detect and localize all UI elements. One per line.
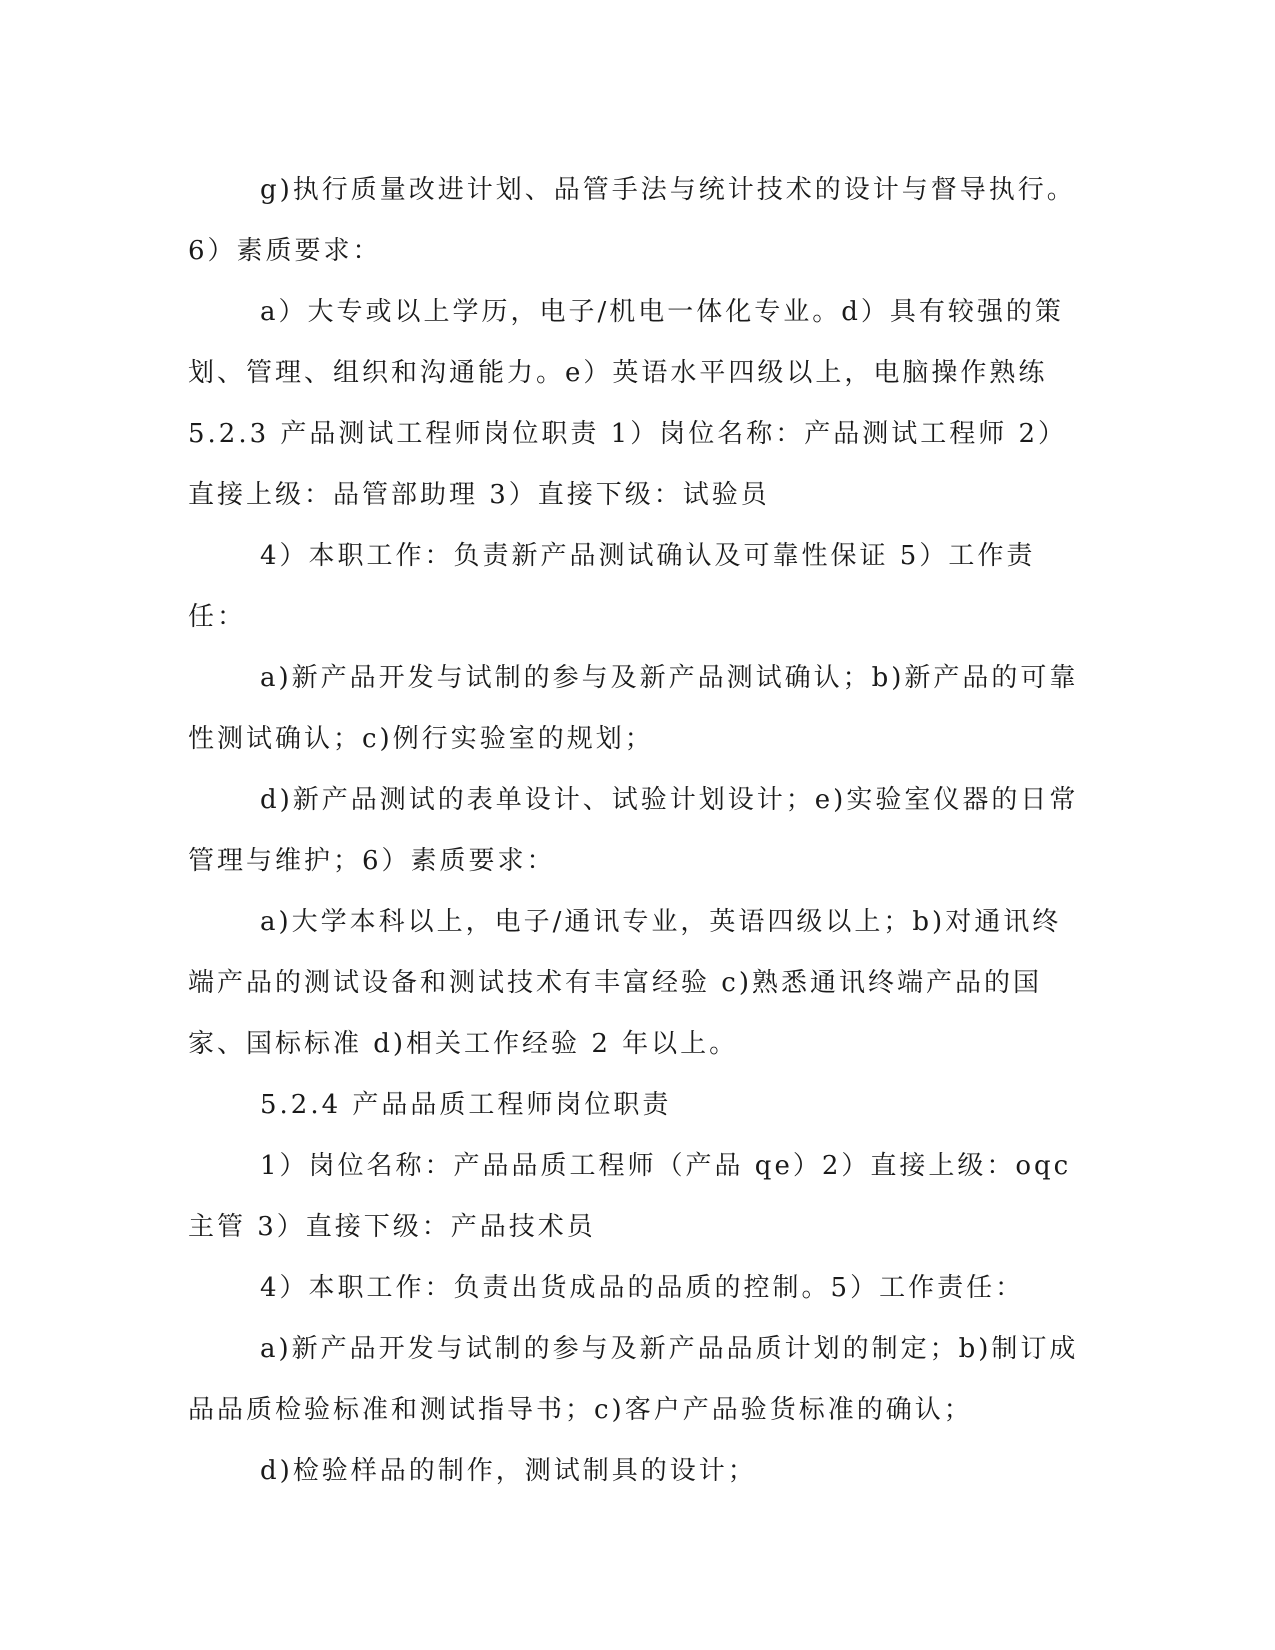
paragraph-qualification-details-2: a)大学本科以上，电子/通讯专业，英语四级以上；b)对通讯终端产品的测试设备和测试技术有丰富经验 c)熟悉通讯终端产品的国家、国标标准 d)相关工作经验 2 年以上。 [188,907,1062,1059]
paragraph-qualification-heading-1: 6）素质要求： [188,236,382,266]
paragraph-duties-summary-1: 4）本职工作：负责新产品测试确认及可靠性保证 5）工作责任： [188,541,1036,632]
paragraph-section-5-2-4: 5.2.4 产品品质工程师岗位职责 [260,1090,672,1120]
paragraph-position-info-2: 1）岗位名称：产品品质工程师（产品 qe）2）直接上级：oqc 主管 3）直接下级：产品技术员 [188,1151,1072,1242]
document-body [188,160,1088,1502]
paragraph-responsibilities-2a: a)新产品开发与试制的参与及新产品品质计划的制定；b)制订成品品质检验标准和测试指导书；c)客户产品验货标准的确认； [188,1334,1079,1425]
paragraph-qualification-details-1: a）大专或以上学历，电子/机电一体化专业。d）具有较强的策划、管理、组织和沟通能力。e）英语水平四级以上，电脑操作熟练 [188,297,1064,388]
paragraph-responsibilities-1b: d)新产品测试的表单设计、试验计划设计；e)实验室仪器的日常管理与维护；6）素质要求： [188,785,1079,876]
paragraph-duties-summary-2: 4）本职工作：负责出货成品的品质的控制。5）工作责任： [260,1273,1025,1303]
paragraph-responsibilities-2b: d)检验样品的制作，测试制具的设计； [260,1456,757,1486]
paragraph-responsibilities-1a: a)新产品开发与试制的参与及新产品测试确认；b)新产品的可靠性测试确认；c)例行实验室的规划； [188,663,1079,754]
paragraph-quality-improvement: g)执行质量改进计划、品管手法与统计技术的设计与督导执行。 [260,175,1076,205]
paragraph-section-5-2-3: 5.2.3 产品测试工程师岗位职责 1）岗位名称：产品测试工程师 2）直接上级：品管部助理 3）直接下级：试验员 [188,419,1068,510]
